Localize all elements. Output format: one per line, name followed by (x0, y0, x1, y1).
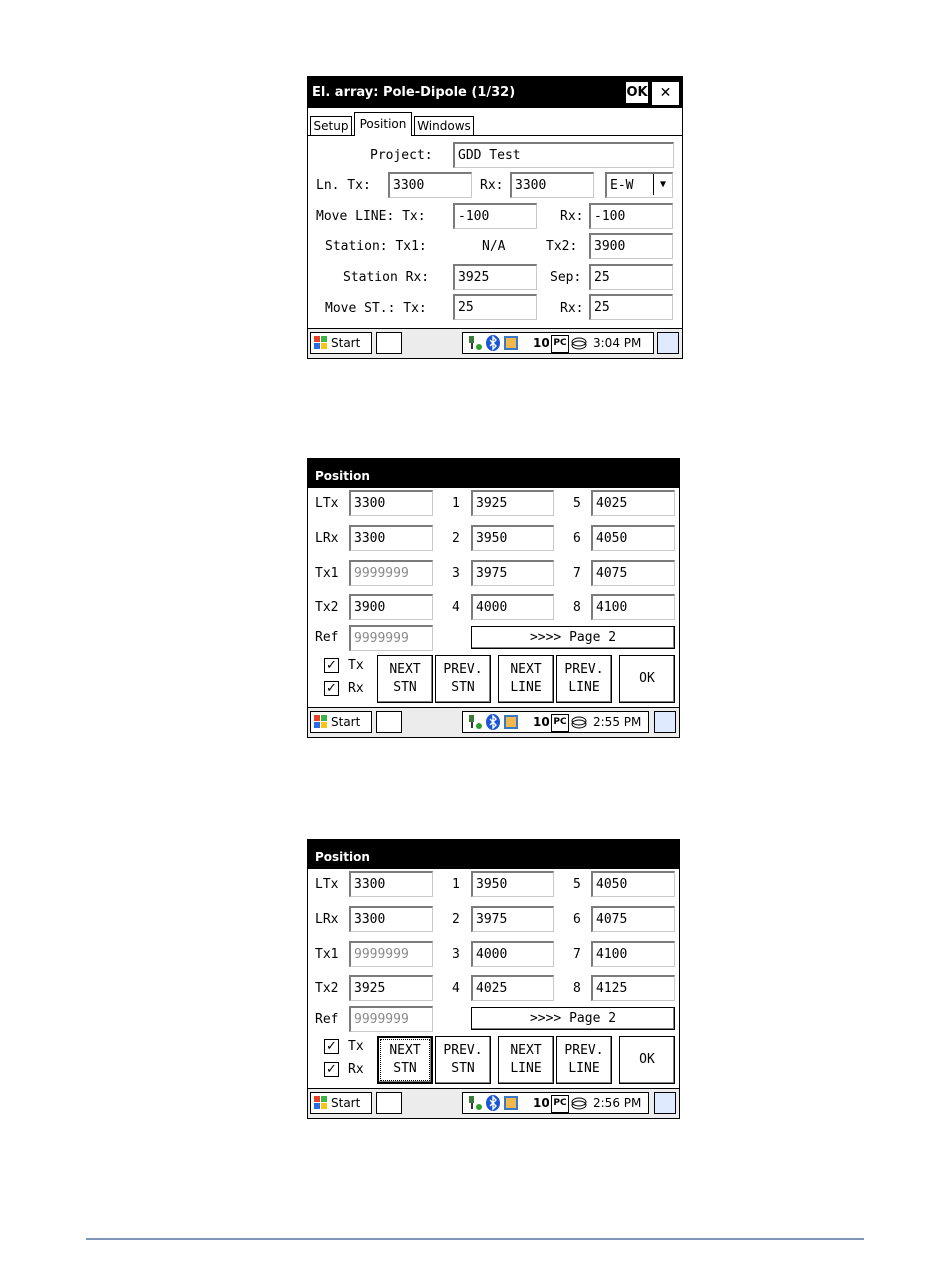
next-line-button[interactable] (498, 655, 554, 703)
chevron-down-icon[interactable]: ▼ (653, 174, 672, 195)
station-tx1-label: Station: Tx1: (325, 239, 427, 254)
move-st-tx-input[interactable]: 25 (453, 294, 537, 320)
bluetooth-icon[interactable] (485, 714, 501, 730)
windows-flag-icon (314, 1096, 328, 1110)
usb-icon[interactable]: 10 (533, 715, 550, 729)
prev-stn-button[interactable] (435, 655, 491, 703)
rx-checkbox[interactable]: ✓ (324, 681, 339, 696)
position-screen-b (307, 839, 680, 1119)
window-title: El. array: Pole-Dipole (1/32) (312, 85, 516, 100)
tx-checkbox-label: Tx (348, 1039, 364, 1054)
network-icon[interactable] (467, 335, 483, 351)
rx-number: 7 (573, 566, 581, 581)
move-st-rx-label: Rx: (560, 301, 584, 316)
ok-button[interactable]: OK (619, 655, 675, 703)
position-screen-a (307, 458, 680, 738)
corner-window-icon[interactable] (654, 1092, 676, 1114)
rx3-input[interactable]: 3975 (471, 560, 554, 586)
next-stn-button[interactable] (377, 655, 433, 703)
rx-number: 3 (452, 566, 460, 581)
page-2-button[interactable]: >>>> Page 2 (471, 1007, 675, 1030)
line-tx-label: Ln. Tx: (316, 178, 371, 193)
prev-stn-button[interactable] (435, 1036, 491, 1084)
next-line-button[interactable] (498, 1036, 554, 1084)
rx-number: 8 (573, 981, 581, 996)
move-line-rx-label: Rx: (560, 209, 584, 224)
sep-input[interactable]: 25 (589, 264, 673, 290)
lrx-input[interactable]: 3300 (349, 906, 433, 932)
prev-line-line2: LINE (568, 1061, 600, 1076)
rx1-input[interactable]: 3925 (471, 490, 554, 516)
tx1-input[interactable]: 9999999 (349, 941, 433, 967)
sep-label: Sep: (550, 270, 582, 285)
taskbar (308, 328, 682, 358)
start-label: Start (331, 715, 361, 729)
station-rx-input[interactable]: 3925 (453, 264, 537, 290)
rx-number: 1 (452, 877, 460, 892)
line-rx-input[interactable]: 3300 (510, 172, 594, 198)
start-button[interactable] (310, 711, 372, 733)
station-tx1-value: N/A (482, 239, 506, 254)
rx6-input[interactable]: 4075 (591, 906, 675, 932)
network-icon[interactable] (467, 714, 483, 730)
rx-number: 1 (452, 496, 460, 511)
tx1-label: Tx1 (315, 947, 339, 962)
input-panel-button[interactable] (376, 332, 402, 354)
rx-number: 5 (573, 496, 581, 511)
rx1-input[interactable]: 3950 (471, 871, 554, 897)
tx-checkbox[interactable]: ✓ (324, 1039, 339, 1054)
clock[interactable]: 2:55 PM (593, 715, 642, 729)
window-title: Position (315, 850, 370, 864)
rx-number: 8 (573, 600, 581, 615)
next-line-line2: LINE (510, 1061, 542, 1076)
network-icon[interactable] (467, 1095, 483, 1111)
rx-number: 2 (452, 531, 460, 546)
system-tray (462, 711, 649, 733)
title-bar (308, 840, 679, 869)
rx6-input[interactable]: 4050 (591, 525, 675, 551)
start-label: Start (331, 336, 361, 350)
bluetooth-icon[interactable] (485, 1095, 501, 1111)
tx-checkbox[interactable]: ✓ (324, 658, 339, 673)
tx2-label: Tx2 (315, 600, 339, 615)
rx4-input[interactable]: 4025 (471, 975, 554, 1001)
direction-value: E-W (610, 178, 634, 193)
pc-icon[interactable]: PC (551, 335, 569, 353)
tx-checkbox-label: Tx (348, 658, 364, 673)
prev-stn-line2: STN (451, 1061, 475, 1076)
prev-line-button[interactable] (556, 1036, 612, 1084)
tab-windows[interactable]: Windows (414, 116, 474, 135)
ok-button[interactable]: OK (626, 82, 648, 103)
move-line-label: Move LINE: Tx: (316, 209, 426, 224)
lrx-label: LRx (315, 531, 339, 546)
ltx-label: LTx (315, 877, 339, 892)
ltx-input[interactable]: 3300 (349, 871, 433, 897)
windows-flag-icon (314, 715, 328, 729)
ref-label: Ref (315, 1012, 339, 1027)
tx2-label: Tx2 (315, 981, 339, 996)
input-panel-button[interactable] (376, 711, 402, 733)
ltx-label: LTx (315, 496, 339, 511)
clock[interactable]: 2:56 PM (593, 1096, 642, 1110)
taskbar (308, 1088, 679, 1118)
prev-stn-line1: PREV. (443, 662, 483, 677)
corner-window-icon[interactable] (654, 711, 676, 733)
tx2-input[interactable]: 3925 (349, 975, 433, 1001)
project-label: Project: (370, 148, 433, 163)
move-st-rx-input[interactable]: 25 (589, 294, 673, 320)
tab-setup[interactable]: Setup (310, 116, 352, 135)
line-rx-label: Rx: (480, 178, 504, 193)
usb-icon[interactable]: 10 (533, 1096, 550, 1110)
ref-label: Ref (315, 630, 339, 645)
rx-number: 7 (573, 947, 581, 962)
title-bar (308, 459, 679, 488)
project-input[interactable]: GDD Test (453, 142, 674, 168)
prev-line-line1: PREV. (564, 662, 604, 677)
rx-number: 2 (452, 912, 460, 927)
next-line-line1: NEXT (510, 1043, 542, 1058)
system-tray (462, 332, 654, 354)
rx-checkbox[interactable]: ✓ (324, 1062, 339, 1077)
ok-button[interactable]: OK (619, 1036, 675, 1084)
window-title: Position (315, 469, 370, 483)
rx-number: 4 (452, 981, 460, 996)
close-button[interactable]: ✕ (652, 82, 679, 105)
station-rx-label: Station Rx: (343, 270, 430, 285)
tab-position[interactable]: Position (354, 112, 412, 136)
line-tx-input[interactable]: 3300 (388, 172, 472, 198)
taskbar (308, 707, 679, 737)
rx2-input[interactable]: 3950 (471, 525, 554, 551)
rx-checkbox-label: Rx (348, 681, 364, 696)
prev-line-button[interactable] (556, 655, 612, 703)
next-stn-line2: STN (393, 680, 417, 695)
rx8-input[interactable]: 4100 (591, 594, 675, 620)
tab-strip (308, 108, 682, 136)
prev-line-line1: PREV. (564, 1043, 604, 1058)
direction-select[interactable] (605, 172, 673, 198)
start-button[interactable] (310, 332, 372, 354)
ref-input[interactable]: 9999999 (349, 625, 433, 651)
rx8-input[interactable]: 4125 (591, 975, 675, 1001)
prev-stn-line1: PREV. (443, 1043, 483, 1058)
input-panel-button[interactable] (376, 1092, 402, 1114)
disc-icon[interactable] (571, 1095, 587, 1111)
pc-icon[interactable]: PC (551, 1095, 569, 1113)
disc-icon[interactable] (571, 714, 587, 730)
rx2-input[interactable]: 3975 (471, 906, 554, 932)
next-line-line1: NEXT (510, 662, 542, 677)
title-bar (308, 77, 682, 108)
rx7-input[interactable]: 4075 (591, 560, 675, 586)
rx-number: 5 (573, 877, 581, 892)
lrx-input[interactable]: 3300 (349, 525, 433, 551)
move-line-tx-input[interactable]: -100 (453, 203, 537, 229)
rx4-input[interactable]: 4000 (471, 594, 554, 620)
rx3-input[interactable]: 4000 (471, 941, 554, 967)
lrx-label: LRx (315, 912, 339, 927)
pc-icon[interactable]: PC (551, 714, 569, 732)
usb-icon[interactable]: 10 (533, 336, 550, 350)
next-stn-line1: NEXT (389, 1043, 421, 1058)
setup-screen-position-tab (307, 76, 683, 359)
rx-checkbox-label: Rx (348, 1062, 364, 1077)
move-line-rx-input[interactable]: -100 (589, 203, 673, 229)
tx2-input[interactable]: 3900 (349, 594, 433, 620)
tray-app-icon[interactable] (503, 1095, 519, 1111)
station-tx2-input[interactable]: 3900 (589, 233, 673, 259)
rx5-input[interactable]: 4025 (591, 490, 675, 516)
page-2-button[interactable]: >>>> Page 2 (471, 626, 675, 649)
rx-number: 6 (573, 912, 581, 927)
tx1-label: Tx1 (315, 566, 339, 581)
next-stn-line1: NEXT (389, 662, 421, 677)
ref-input[interactable]: 9999999 (349, 1006, 433, 1032)
tray-app-icon[interactable] (503, 335, 519, 351)
rx-number: 3 (452, 947, 460, 962)
start-label: Start (331, 1096, 361, 1110)
prev-line-line2: LINE (568, 680, 600, 695)
footer-rule (86, 1238, 864, 1240)
next-stn-line2: STN (393, 1061, 417, 1076)
rx5-input[interactable]: 4050 (591, 871, 675, 897)
rx7-input[interactable]: 4100 (591, 941, 675, 967)
tray-app-icon[interactable] (503, 714, 519, 730)
next-stn-button[interactable] (377, 1036, 433, 1084)
ltx-input[interactable]: 3300 (349, 490, 433, 516)
rx-number: 6 (573, 531, 581, 546)
prev-stn-line2: STN (451, 680, 475, 695)
windows-flag-icon (314, 336, 328, 350)
rx-number: 4 (452, 600, 460, 615)
clock[interactable]: 3:04 PM (593, 336, 642, 350)
station-tx2-label: Tx2: (546, 239, 578, 254)
tx1-input[interactable]: 9999999 (349, 560, 433, 586)
system-tray (462, 1092, 649, 1114)
move-st-label: Move ST.: Tx: (325, 301, 427, 316)
next-line-line2: LINE (510, 680, 542, 695)
disc-icon[interactable] (571, 335, 587, 351)
corner-window-icon[interactable] (657, 332, 679, 354)
start-button[interactable] (310, 1092, 372, 1114)
bluetooth-icon[interactable] (485, 335, 501, 351)
